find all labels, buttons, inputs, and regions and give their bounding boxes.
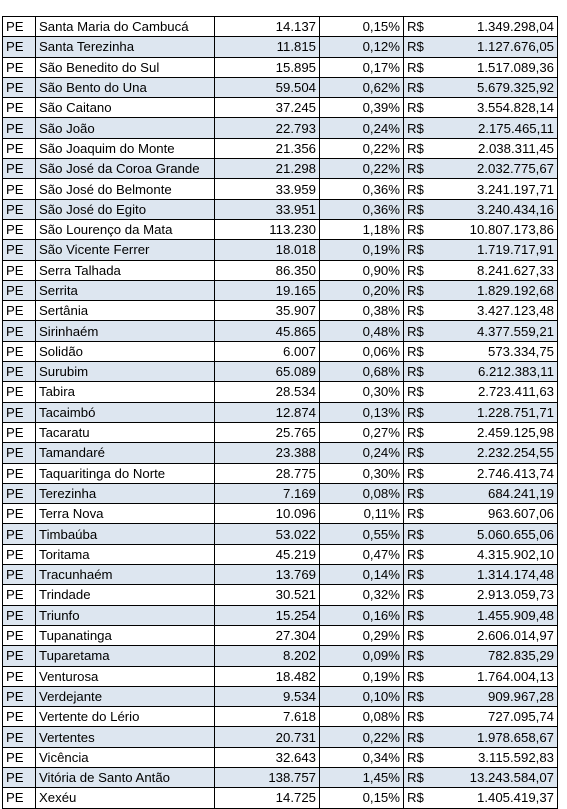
percent-cell: 0,30%	[320, 463, 404, 483]
percent-cell: 0,27%	[320, 422, 404, 442]
currency-cell: R$	[404, 402, 439, 422]
population-cell: 18.482	[215, 666, 320, 686]
percent-cell: 0,20%	[320, 280, 404, 300]
currency-cell: R$	[404, 341, 439, 361]
uf-cell: PE	[3, 504, 36, 524]
amount-cell: 2.032.775,67	[438, 159, 558, 179]
table-row	[3, 362, 558, 382]
currency-cell: R$	[404, 17, 439, 37]
currency-cell: R$	[404, 260, 439, 280]
table-row	[3, 422, 558, 442]
table-row	[3, 666, 558, 686]
population-cell: 22.793	[215, 118, 320, 138]
municipality-cell: São Benedito do Sul	[36, 57, 215, 77]
population-cell: 113.230	[215, 219, 320, 239]
municipality-cell: Timbaúba	[36, 524, 215, 544]
municipality-cell: Taquaritinga do Norte	[36, 463, 215, 483]
table-row	[3, 646, 558, 666]
uf-cell: PE	[3, 544, 36, 564]
population-cell: 33.959	[215, 179, 320, 199]
municipality-cell: Toritama	[36, 544, 215, 564]
municipality-cell: São José do Egito	[36, 199, 215, 219]
percent-cell: 0,19%	[320, 666, 404, 686]
population-cell: 59.504	[215, 77, 320, 97]
municipality-cell: São João	[36, 118, 215, 138]
population-cell: 28.534	[215, 382, 320, 402]
percent-cell: 0,55%	[320, 524, 404, 544]
uf-cell: PE	[3, 362, 36, 382]
amount-cell: 1.405.419,37	[438, 788, 558, 808]
population-cell: 37.245	[215, 98, 320, 118]
percent-cell: 0,12%	[320, 37, 404, 57]
population-cell: 14.137	[215, 17, 320, 37]
amount-cell: 1.719.717,91	[438, 240, 558, 260]
uf-cell: PE	[3, 341, 36, 361]
amount-cell: 1.349.298,04	[438, 17, 558, 37]
currency-cell: R$	[404, 240, 439, 260]
uf-cell: PE	[3, 443, 36, 463]
municipality-cell: São Vicente Ferrer	[36, 240, 215, 260]
amount-cell: 2.459.125,98	[438, 422, 558, 442]
uf-cell: PE	[3, 585, 36, 605]
uf-cell: PE	[3, 321, 36, 341]
currency-cell: R$	[404, 483, 439, 503]
amount-cell: 3.241.197,71	[438, 179, 558, 199]
table-row	[3, 443, 558, 463]
uf-cell: PE	[3, 463, 36, 483]
municipality-cell: Vicência	[36, 747, 215, 767]
municipality-cell: Tuparetama	[36, 646, 215, 666]
uf-cell: PE	[3, 565, 36, 585]
amount-cell: 10.807.173,86	[438, 219, 558, 239]
table-row	[3, 321, 558, 341]
municipality-cell: Tamandaré	[36, 443, 215, 463]
municipality-cell: Tabira	[36, 382, 215, 402]
population-cell: 15.895	[215, 57, 320, 77]
percent-cell: 0,22%	[320, 727, 404, 747]
municipality-table	[2, 16, 558, 809]
uf-cell: PE	[3, 118, 36, 138]
amount-cell: 2.038.311,45	[438, 138, 558, 158]
table-row	[3, 341, 558, 361]
currency-cell: R$	[404, 179, 439, 199]
amount-cell: 1.228.751,71	[438, 402, 558, 422]
percent-cell: 0,19%	[320, 240, 404, 260]
amount-cell: 1.764.004,13	[438, 666, 558, 686]
amount-cell: 3.427.123,48	[438, 301, 558, 321]
table-row	[3, 707, 558, 727]
currency-cell: R$	[404, 138, 439, 158]
currency-cell: R$	[404, 646, 439, 666]
table-row	[3, 747, 558, 767]
table-row	[3, 524, 558, 544]
uf-cell: PE	[3, 77, 36, 97]
uf-cell: PE	[3, 646, 36, 666]
amount-cell: 727.095,74	[438, 707, 558, 727]
municipality-cell: São José da Coroa Grande	[36, 159, 215, 179]
population-cell: 30.521	[215, 585, 320, 605]
population-cell: 14.725	[215, 788, 320, 808]
uf-cell: PE	[3, 280, 36, 300]
percent-cell: 0,08%	[320, 707, 404, 727]
population-cell: 21.356	[215, 138, 320, 158]
population-cell: 65.089	[215, 362, 320, 382]
currency-cell: R$	[404, 585, 439, 605]
percent-cell: 0,30%	[320, 382, 404, 402]
municipality-cell: Tacaratu	[36, 422, 215, 442]
currency-cell: R$	[404, 504, 439, 524]
currency-cell: R$	[404, 686, 439, 706]
municipality-cell: Venturosa	[36, 666, 215, 686]
population-cell: 7.169	[215, 483, 320, 503]
currency-cell: R$	[404, 767, 439, 787]
table-row	[3, 219, 558, 239]
amount-cell: 1.978.658,67	[438, 727, 558, 747]
currency-cell: R$	[404, 57, 439, 77]
population-cell: 12.874	[215, 402, 320, 422]
municipality-cell: Solidão	[36, 341, 215, 361]
amount-cell: 2.232.254,55	[438, 443, 558, 463]
currency-cell: R$	[404, 727, 439, 747]
table-row	[3, 727, 558, 747]
population-cell: 13.769	[215, 565, 320, 585]
amount-cell: 3.554.828,14	[438, 98, 558, 118]
uf-cell: PE	[3, 301, 36, 321]
currency-cell: R$	[404, 666, 439, 686]
table-row	[3, 625, 558, 645]
uf-cell: PE	[3, 788, 36, 808]
municipality-cell: Trindade	[36, 585, 215, 605]
municipality-cell: Terra Nova	[36, 504, 215, 524]
population-cell: 8.202	[215, 646, 320, 666]
currency-cell: R$	[404, 707, 439, 727]
table-row	[3, 179, 558, 199]
percent-cell: 0,62%	[320, 77, 404, 97]
percent-cell: 0,09%	[320, 646, 404, 666]
percent-cell: 0,14%	[320, 565, 404, 585]
municipality-cell: Tracunhaém	[36, 565, 215, 585]
uf-cell: PE	[3, 483, 36, 503]
table-row	[3, 37, 558, 57]
population-cell: 11.815	[215, 37, 320, 57]
percent-cell: 0,90%	[320, 260, 404, 280]
percent-cell: 0,13%	[320, 402, 404, 422]
population-cell: 20.731	[215, 727, 320, 747]
percent-cell: 0,68%	[320, 362, 404, 382]
percent-cell: 0,16%	[320, 605, 404, 625]
percent-cell: 1,45%	[320, 767, 404, 787]
population-cell: 18.018	[215, 240, 320, 260]
amount-cell: 684.241,19	[438, 483, 558, 503]
population-cell: 21.298	[215, 159, 320, 179]
population-cell: 15.254	[215, 605, 320, 625]
amount-cell: 963.607,06	[438, 504, 558, 524]
uf-cell: PE	[3, 707, 36, 727]
table-row	[3, 382, 558, 402]
currency-cell: R$	[404, 362, 439, 382]
percent-cell: 0,39%	[320, 98, 404, 118]
population-cell: 27.304	[215, 625, 320, 645]
amount-cell: 8.241.627,33	[438, 260, 558, 280]
percent-cell: 0,34%	[320, 747, 404, 767]
municipality-cell: São Caitano	[36, 98, 215, 118]
table-row	[3, 585, 558, 605]
percent-cell: 0,22%	[320, 159, 404, 179]
table-row	[3, 98, 558, 118]
amount-cell: 3.115.592,83	[438, 747, 558, 767]
currency-cell: R$	[404, 565, 439, 585]
amount-cell: 1.517.089,36	[438, 57, 558, 77]
uf-cell: PE	[3, 240, 36, 260]
uf-cell: PE	[3, 767, 36, 787]
municipality-cell: Vertente do Lério	[36, 707, 215, 727]
population-cell: 45.219	[215, 544, 320, 564]
population-cell: 35.907	[215, 301, 320, 321]
percent-cell: 0,47%	[320, 544, 404, 564]
population-cell: 45.865	[215, 321, 320, 341]
currency-cell: R$	[404, 98, 439, 118]
currency-cell: R$	[404, 382, 439, 402]
population-cell: 25.765	[215, 422, 320, 442]
municipality-cell: Vertentes	[36, 727, 215, 747]
population-cell: 53.022	[215, 524, 320, 544]
currency-cell: R$	[404, 463, 439, 483]
amount-cell: 1.829.192,68	[438, 280, 558, 300]
municipality-cell: Verdejante	[36, 686, 215, 706]
percent-cell: 0,11%	[320, 504, 404, 524]
amount-cell: 2.913.059,73	[438, 585, 558, 605]
amount-cell: 5.060.655,06	[438, 524, 558, 544]
uf-cell: PE	[3, 17, 36, 37]
currency-cell: R$	[404, 118, 439, 138]
table-body	[3, 17, 558, 809]
population-cell: 28.775	[215, 463, 320, 483]
uf-cell: PE	[3, 666, 36, 686]
municipality-cell: Santa Maria do Cambucá	[36, 17, 215, 37]
currency-cell: R$	[404, 524, 439, 544]
population-cell: 10.096	[215, 504, 320, 524]
uf-cell: PE	[3, 605, 36, 625]
percent-cell: 0,24%	[320, 443, 404, 463]
uf-cell: PE	[3, 260, 36, 280]
uf-cell: PE	[3, 37, 36, 57]
table-row	[3, 463, 558, 483]
uf-cell: PE	[3, 138, 36, 158]
municipality-cell: Terezinha	[36, 483, 215, 503]
municipality-cell: São Bento do Una	[36, 77, 215, 97]
table-row	[3, 686, 558, 706]
table-row	[3, 240, 558, 260]
uf-cell: PE	[3, 382, 36, 402]
municipality-cell: Tupanatinga	[36, 625, 215, 645]
municipality-cell: Sertânia	[36, 301, 215, 321]
currency-cell: R$	[404, 301, 439, 321]
population-cell: 9.534	[215, 686, 320, 706]
percent-cell: 0,29%	[320, 625, 404, 645]
amount-cell: 3.240.434,16	[438, 199, 558, 219]
table-row	[3, 77, 558, 97]
amount-cell: 1.127.676,05	[438, 37, 558, 57]
percent-cell: 0,15%	[320, 788, 404, 808]
percent-cell: 0,22%	[320, 138, 404, 158]
municipality-cell: Serrita	[36, 280, 215, 300]
population-cell: 86.350	[215, 260, 320, 280]
percent-cell: 1,18%	[320, 219, 404, 239]
table-row	[3, 483, 558, 503]
uf-cell: PE	[3, 524, 36, 544]
municipality-cell: Surubim	[36, 362, 215, 382]
amount-cell: 782.835,29	[438, 646, 558, 666]
currency-cell: R$	[404, 788, 439, 808]
currency-cell: R$	[404, 219, 439, 239]
amount-cell: 1.455.909,48	[438, 605, 558, 625]
percent-cell: 0,08%	[320, 483, 404, 503]
currency-cell: R$	[404, 199, 439, 219]
percent-cell: 0,36%	[320, 179, 404, 199]
table-row	[3, 57, 558, 77]
percent-cell: 0,32%	[320, 585, 404, 605]
table-row	[3, 544, 558, 564]
table-row	[3, 605, 558, 625]
table-row	[3, 260, 558, 280]
amount-cell: 2.175.465,11	[438, 118, 558, 138]
uf-cell: PE	[3, 179, 36, 199]
population-cell: 33.951	[215, 199, 320, 219]
municipality-cell: São José do Belmonte	[36, 179, 215, 199]
currency-cell: R$	[404, 280, 439, 300]
currency-cell: R$	[404, 37, 439, 57]
amount-cell: 13.243.584,07	[438, 767, 558, 787]
uf-cell: PE	[3, 219, 36, 239]
table-row	[3, 565, 558, 585]
uf-cell: PE	[3, 57, 36, 77]
table-row	[3, 280, 558, 300]
amount-cell: 6.212.383,11	[438, 362, 558, 382]
currency-cell: R$	[404, 321, 439, 341]
population-cell: 32.643	[215, 747, 320, 767]
currency-cell: R$	[404, 159, 439, 179]
amount-cell: 4.315.902,10	[438, 544, 558, 564]
percent-cell: 0,10%	[320, 686, 404, 706]
uf-cell: PE	[3, 402, 36, 422]
table-row	[3, 301, 558, 321]
currency-cell: R$	[404, 544, 439, 564]
currency-cell: R$	[404, 443, 439, 463]
amount-cell: 1.314.174,48	[438, 565, 558, 585]
population-cell: 7.618	[215, 707, 320, 727]
currency-cell: R$	[404, 605, 439, 625]
municipality-cell: Sirinhaém	[36, 321, 215, 341]
percent-cell: 0,17%	[320, 57, 404, 77]
currency-cell: R$	[404, 77, 439, 97]
percent-cell: 0,06%	[320, 341, 404, 361]
table-row	[3, 138, 558, 158]
uf-cell: PE	[3, 98, 36, 118]
municipality-cell: São Joaquim do Monte	[36, 138, 215, 158]
municipality-cell: Xexéu	[36, 788, 215, 808]
municipality-cell: Serra Talhada	[36, 260, 215, 280]
population-cell: 138.757	[215, 767, 320, 787]
uf-cell: PE	[3, 159, 36, 179]
amount-cell: 909.967,28	[438, 686, 558, 706]
table-row	[3, 17, 558, 37]
uf-cell: PE	[3, 727, 36, 747]
uf-cell: PE	[3, 422, 36, 442]
amount-cell: 2.606.014,97	[438, 625, 558, 645]
amount-cell: 4.377.559,21	[438, 321, 558, 341]
percent-cell: 0,38%	[320, 301, 404, 321]
table-row	[3, 159, 558, 179]
percent-cell: 0,15%	[320, 17, 404, 37]
uf-cell: PE	[3, 686, 36, 706]
currency-cell: R$	[404, 747, 439, 767]
uf-cell: PE	[3, 625, 36, 645]
amount-cell: 2.746.413,74	[438, 463, 558, 483]
currency-cell: R$	[404, 422, 439, 442]
amount-cell: 5.679.325,92	[438, 77, 558, 97]
table-row	[3, 402, 558, 422]
uf-cell: PE	[3, 199, 36, 219]
municipality-cell: Santa Terezinha	[36, 37, 215, 57]
percent-cell: 0,48%	[320, 321, 404, 341]
municipality-cell: São Lourenço da Mata	[36, 219, 215, 239]
table-row	[3, 504, 558, 524]
table-row	[3, 788, 558, 808]
population-cell: 19.165	[215, 280, 320, 300]
table-row	[3, 118, 558, 138]
uf-cell: PE	[3, 747, 36, 767]
amount-cell: 2.723.411,63	[438, 382, 558, 402]
percent-cell: 0,24%	[320, 118, 404, 138]
amount-cell: 573.334,75	[438, 341, 558, 361]
municipality-cell: Tacaimbó	[36, 402, 215, 422]
table-row	[3, 199, 558, 219]
population-cell: 6.007	[215, 341, 320, 361]
municipality-cell: Triunfo	[36, 605, 215, 625]
population-cell: 23.388	[215, 443, 320, 463]
percent-cell: 0,36%	[320, 199, 404, 219]
currency-cell: R$	[404, 625, 439, 645]
municipality-cell: Vitória de Santo Antão	[36, 767, 215, 787]
